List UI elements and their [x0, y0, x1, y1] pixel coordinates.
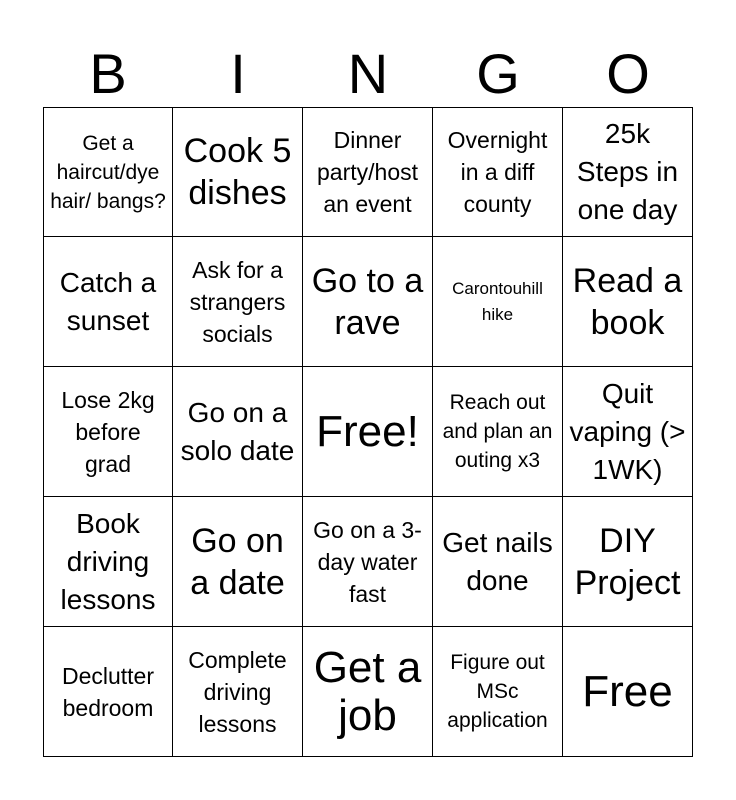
bingo-cell[interactable]: [173, 627, 303, 757]
bingo-header: [43, 40, 693, 108]
bingo-cell[interactable]: [433, 497, 563, 627]
cell-label: Catch a sunset: [59, 266, 157, 336]
header-letter-g: G: [476, 42, 520, 105]
cell-label: Reach out and plan an outing x3: [442, 391, 553, 472]
bingo-cell-free[interactable]: [563, 627, 693, 757]
bingo-cell[interactable]: [43, 367, 173, 497]
cell-label: 25k Steps in one day: [576, 118, 679, 225]
cell-label: Book driving lessons: [60, 507, 156, 615]
bingo-cell[interactable]: [43, 107, 173, 237]
bingo-cell[interactable]: [433, 367, 563, 497]
bingo-cell[interactable]: [433, 237, 563, 367]
cell-label: Figure out MSc application: [447, 651, 548, 732]
cell-label: Get a haircut/dye hair/ bangs?: [50, 131, 166, 213]
bingo-cell[interactable]: [173, 497, 303, 627]
bingo-cell[interactable]: [433, 107, 563, 237]
bingo-cell[interactable]: [563, 497, 693, 627]
cell-label: Dinner party/host an event: [317, 127, 418, 217]
cell-label: Get nails done: [442, 526, 553, 596]
cell-label: Get a job: [313, 642, 422, 740]
bingo-cell[interactable]: [303, 627, 433, 757]
bingo-cell[interactable]: [303, 107, 433, 237]
bingo-cell[interactable]: [433, 627, 563, 757]
bingo-cell[interactable]: [563, 367, 693, 497]
header-letter-i: I: [230, 42, 246, 105]
cell-label: Ask for a strangers socials: [189, 256, 286, 347]
bingo-cell[interactable]: [173, 107, 303, 237]
cell-label: Free: [582, 666, 673, 716]
bingo-cell[interactable]: [43, 237, 173, 367]
bingo-cell[interactable]: [173, 367, 303, 497]
cell-label: Go to a rave: [311, 261, 424, 342]
cell-label: Overnight in a diff county: [447, 127, 548, 217]
bingo-cell[interactable]: [563, 237, 693, 367]
bingo-cell[interactable]: [303, 237, 433, 367]
bingo-board: [43, 107, 693, 757]
bingo-cell[interactable]: [563, 107, 693, 237]
cell-label: Read a book: [572, 261, 683, 342]
bingo-cell-free[interactable]: [303, 367, 433, 497]
bingo-cell[interactable]: [43, 627, 173, 757]
bingo-cell[interactable]: [43, 497, 173, 627]
cell-label: Cook 5 dishes: [183, 132, 292, 212]
cell-label: Go on a date: [190, 521, 285, 602]
cell-label: Lose 2kg before grad: [61, 386, 155, 477]
cell-label: DIY Project: [574, 521, 681, 602]
header-letter-b: B: [89, 42, 127, 105]
cell-label: Complete driving lessons: [188, 646, 287, 737]
cell-label: Go on a 3-day water fast: [313, 516, 422, 607]
header-letter-n: N: [347, 42, 389, 105]
cell-label: Free!: [316, 406, 419, 456]
bingo-cell[interactable]: [173, 237, 303, 367]
cell-label: Go on a solo date: [180, 396, 295, 466]
cell-label: Declutter bedroom: [61, 662, 155, 721]
cell-label: Carontouhill hike: [452, 278, 543, 324]
bingo-cell[interactable]: [303, 497, 433, 627]
header-letter-o: O: [606, 42, 650, 105]
cell-label: Quit vaping (> 1WK): [569, 377, 686, 485]
